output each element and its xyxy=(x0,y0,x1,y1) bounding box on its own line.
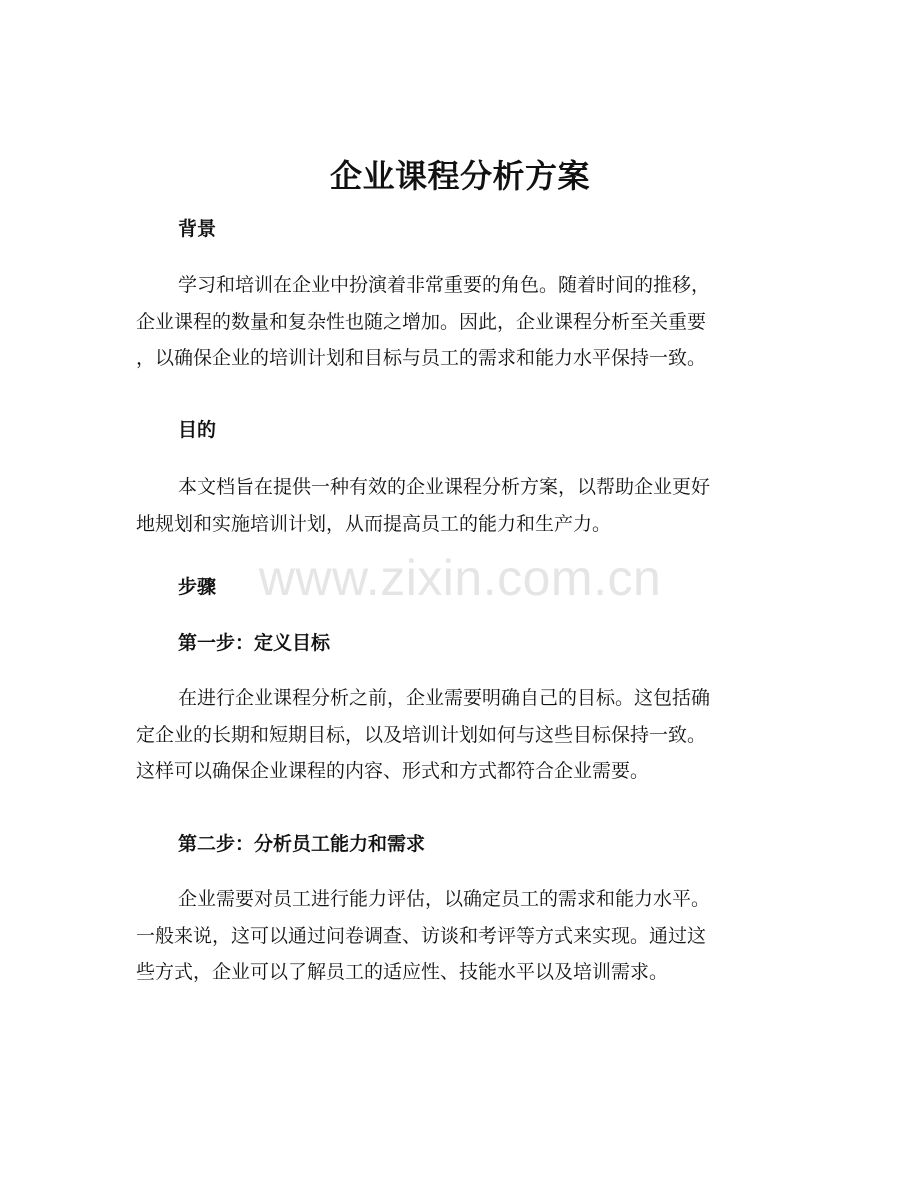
paragraph-line: 地规划和实施培训计划，从而提高员工的能力和生产力。 xyxy=(136,512,612,535)
paragraph-step1 xyxy=(136,680,776,790)
paragraph-line: 本文档旨在提供一种有效的企业课程分析方案，以帮助企业更好 xyxy=(178,476,711,498)
paragraph-line: 企业课程的数量和复杂性也随之增加。因此，企业课程分析至关重要 xyxy=(136,310,707,333)
paragraph-line: 一般来说，这可以通过问卷调查、访谈和考评等方式来实现。通过这 xyxy=(136,924,707,947)
watermark-text: www.zixin.com.cn xyxy=(258,550,662,606)
paragraph-line: 定企业的长期和短期目标，以及培训计划如何与这些目标保持一致。 xyxy=(136,723,707,746)
paragraph-step2 xyxy=(136,881,776,991)
paragraph-line: 在进行企业课程分析之前，企业需要明确自己的目标。这包括确 xyxy=(178,687,711,709)
section-heading-step1: 第一步：定义目标 xyxy=(178,632,331,654)
paragraph-line: 这样可以确保企业课程的内容、形式和方式都符合企业需要。 xyxy=(136,760,650,782)
section-heading-step2: 第二步：分析员工能力和需求 xyxy=(178,833,426,855)
section-heading-background: 背景 xyxy=(178,218,217,240)
paragraph-purpose xyxy=(136,469,776,542)
section-heading-steps: 步骤 xyxy=(178,576,217,598)
paragraph-background xyxy=(136,267,776,377)
paragraph-line: ，以确保企业的培训计划和目标与员工的需求和能力水平保持一致。 xyxy=(136,347,707,369)
page-title: 企业课程分析方案 xyxy=(329,157,590,195)
section-heading-purpose: 目的 xyxy=(178,419,217,441)
paragraph-line: 学习和培训在企业中扮演着非常重要的角色。随着时间的推移， xyxy=(178,274,711,296)
paragraph-line: 企业需要对员工进行能力评估，以确定员工的需求和能力水平。 xyxy=(178,888,711,910)
paragraph-line: 些方式，企业可以了解员工的适应性、技能水平以及培训需求。 xyxy=(136,961,669,983)
